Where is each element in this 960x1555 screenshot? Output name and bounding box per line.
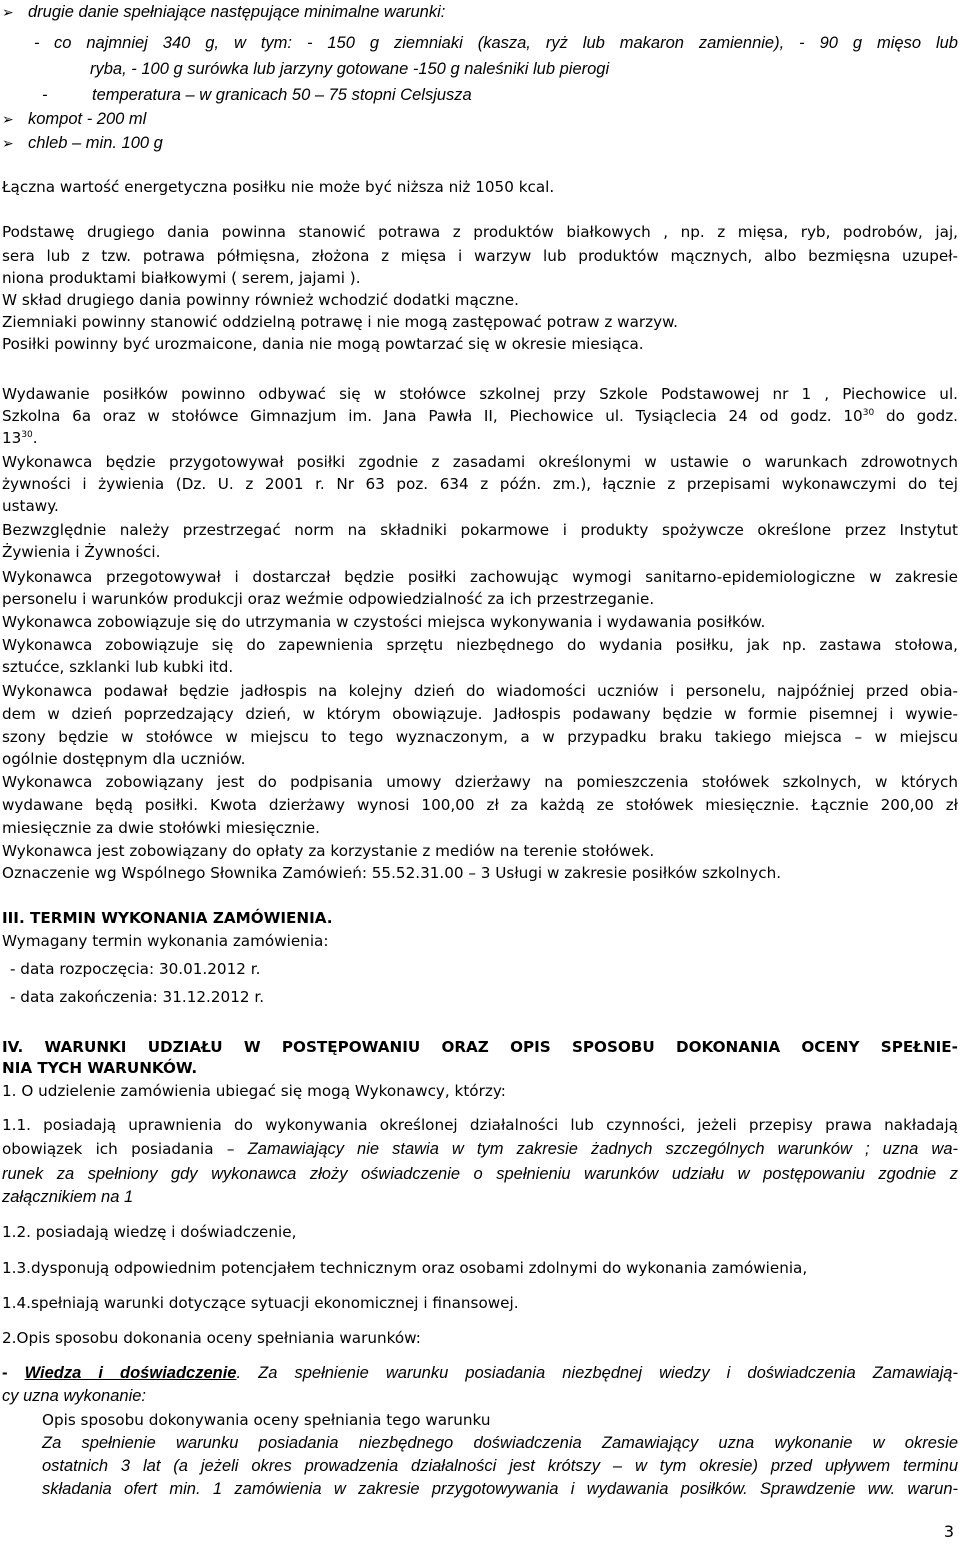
paragraph: Łączna wartość energetyczna posiłku nie może być niższa niż 1050 kcal.: [2, 178, 555, 196]
paragraph: ostatnich 3 lat (a jeżeli okres prowadzenia działalności jest krótszy – w tym okresie) przed upływem terminu: [42, 1457, 958, 1475]
paragraph: żywności i żywienia (Dz. U. z 2001 r. Nr 63 poz. 634 z późn. zm.), łącznie z przepisami wykonawczymi do tej: [2, 475, 958, 493]
paragraph: personelu i warunków produkcji oraz weźmie odpowiedzialność za ich przestrzeganie.: [2, 590, 655, 608]
paragraph: 1.3.dysponują odpowiednim potencjałem technicznym oraz osobami zdolnymi do wykonania zamówienia,: [2, 1259, 808, 1277]
paragraph: - Wiedza i doświadczenie. Za spełnienie warunku posiadania niezbędnej wiedzy i doświadczenia Zamawiają-: [2, 1364, 958, 1382]
page-number: 3: [943, 1522, 954, 1541]
paragraph: Ziemniaki powinny stanowić oddzielną potrawę i nie mogą zastępować potraw z warzyw.: [2, 313, 678, 331]
section-heading-iv: IV. WARUNKI UDZIAŁU W POSTĘPOWANIU ORAZ OPIS SPOSOBU DOKONANIA OCENY SPEŁNIE-: [2, 1038, 958, 1056]
paragraph: składania ofert min. 1 zamówienia w zakresie przygotowywania i wydawania posiłków. Sprawdzenie ww. warun-: [42, 1480, 958, 1498]
paragraph: Podstawę drugiego dania powinna stanowić potrawa z produktów białkowych , np. z mięsa, ryb, podrobów, jaj,: [2, 223, 958, 241]
bullet-line: ➢ chleb – min. 100 g: [2, 134, 163, 152]
paragraph: Wymagany termin wykonania zamówienia:: [2, 932, 329, 950]
list-line-cont: ryba, - 100 g surówka lub jarzyny gotowane -150 g naleśniki lub pierogi: [90, 60, 610, 78]
paragraph: Wykonawca jest zobowiązany do opłaty za korzystanie z mediów na terenie stołówek.: [2, 842, 655, 860]
paragraph: cy uzna wykonanie:: [2, 1387, 146, 1405]
arrow-bullet-icon: ➢: [2, 112, 14, 128]
paragraph: sztućce, szklanki lub kubki itd.: [2, 658, 234, 676]
paragraph: sera lub z tzw. potrawa półmięsna, złożona z mięsa i warzyw lub produktów mącznych, albo bezmięsna uzupeł-: [2, 247, 958, 265]
list-line: - temperatura – w granicach 50 – 75 stopni Celsjusza: [2, 85, 958, 105]
date-start: - data rozpoczęcia: 30.01.2012 r.: [10, 960, 261, 978]
section-heading-iii: III. TERMIN WYKONANIA ZAMÓWIENIA.: [2, 909, 333, 927]
paragraph: miesięcznie za dwie stołówki miesięcznie.: [2, 819, 320, 837]
paragraph: Opis sposobu dokonywania oceny spełniania tego warunku: [42, 1411, 491, 1429]
paragraph: Posiłki powinny być urozmaicone, dania nie mogą powtarzać się w okresie miesiąca.: [2, 335, 644, 353]
date-end: - data zakończenia: 31.12.2012 r.: [10, 988, 265, 1006]
paragraph: Szkolna 6a oraz w stołówce Gimnazjum im. Jana Pawła II, Piechowice ul. Tysiąclecia 24 od godz. $10^{30}$ do godz.: [2, 407, 959, 425]
paragraph: ogólnie dostępnym dla uczniów.: [2, 750, 246, 768]
paragraph: 1. O udzielenie zamówienia ubiegać się mogą Wykonawcy, którzy:: [2, 1082, 506, 1100]
paragraph: Wykonawca zobowiązany jest do podpisania umowy dzierżawy na pomieszczenia stołówek szkolnych, w których: [2, 773, 958, 791]
paragraph: wydawane będą posiłki. Kwota dzierżawy wynosi 100,00 zł za każdą ze stołówek miesięcznie. Łącznie 200,00 zł: [2, 796, 958, 814]
paragraph: Wykonawca przegotowywał i dostarczał będzie posiłki zachowując wymogi sanitarno-epidemiologiczne w zakresie: [2, 568, 958, 586]
paragraph: Za spełnienie warunku posiadania niezbędnego doświadczenia Zamawiający uzna wykonanie w okresie: [42, 1434, 958, 1452]
arrow-bullet-icon: ➢: [2, 5, 14, 21]
paragraph: 2.Opis sposobu dokonania oceny spełniania warunków:: [2, 1329, 421, 1347]
paragraph: 1.4.spełniają warunki dotyczące sytuacji ekonomicznej i finansowej.: [2, 1294, 519, 1312]
dash-bullet: -: [34, 34, 40, 52]
section-heading-iv-cont: NIA TYCH WARUNKÓW.: [2, 1059, 198, 1077]
dash-bullet: -: [42, 86, 48, 104]
paragraph: szony będzie w stołówce w miejscu to tego wyznaczonym, a w przypadku braku takiego miejsca – w miejscu: [2, 728, 958, 746]
paragraph: załącznikiem na 1: [2, 1188, 134, 1206]
paragraph: Wykonawca zobowiązuje się do zapewnienia sprzętu niezbędnego do wydania posiłku, jak np. zastawa stołowa,: [2, 636, 958, 654]
paragraph: Bezwzględnie należy przestrzegać norm na składniki pokarmowe i produkty spożywcze określone przez Instytut: [2, 521, 958, 539]
paragraph: niona produktami białkowymi ( serem, jajami ).: [2, 269, 361, 287]
paragraph: 1.1. posiadają uprawnienia do wykonywania określonej działalności lub czynności, jeżeli przepisy prawa nakładają: [2, 1116, 958, 1134]
bullet-line: ➢ drugie danie spełniające następujące minimalne warunki:: [2, 3, 446, 21]
paragraph: dem w dzień poprzedzający dzień, w którym obowiązuje. Jadłospis podawany będzie w formie pisemnej i wywie-: [2, 705, 958, 723]
list-line: - co najmniej 340 g, w tym: - 150 g ziemniaki (kasza, ryż lub makaron zamiennie), - 90 g mięso lub: [2, 33, 958, 53]
bullet-line: ➢ kompot - 200 ml: [2, 110, 147, 128]
paragraph: Wykonawca będzie przygotowywał posiłki zgodnie z zasadami określonymi w ustawie o warunkach zdrowotnych: [2, 453, 958, 471]
paragraph: Wydawanie posiłków powinno odbywać się w stołówce szkolnej przy Szkole Podstawowej nr 1 , Piechowice ul.: [2, 385, 958, 403]
paragraph: obowiązek ich posiadania – Zamawiający nie stawia w tym zakresie żadnych szczególnych warunków ; uzna wa-: [2, 1140, 958, 1158]
paragraph: Żywienia i Żywności.: [2, 543, 161, 561]
paragraph: Wykonawca zobowiązuje się do utrzymania w czystości miejsca wykonywania i wydawania posiłków.: [2, 613, 766, 631]
arrow-bullet-icon: ➢: [2, 136, 14, 152]
paragraph: Oznaczenie wg Wspólnego Słownika Zamówień: 55.52.31.00 – 3 Usługi w zakresie posiłków szkolnych.: [2, 864, 782, 882]
paragraph: runek za spełniony gdy wykonawca złoży oświadczenie o spełnieniu warunków udziału w postępowaniu zgodnie z: [2, 1165, 958, 1183]
paragraph: 1.2. posiadają wiedzę i doświadczenie,: [2, 1223, 297, 1241]
paragraph: Wykonawca podawał będzie jadłospis na kolejny dzień do wiadomości uczniów i personelu, najpóźniej przed obia-: [2, 682, 958, 700]
paragraph: $13^{30}$.: [2, 429, 38, 447]
paragraph: W skład drugiego dania powinny również wchodzić dodatki mączne.: [2, 291, 519, 309]
paragraph: ustawy.: [2, 497, 59, 515]
